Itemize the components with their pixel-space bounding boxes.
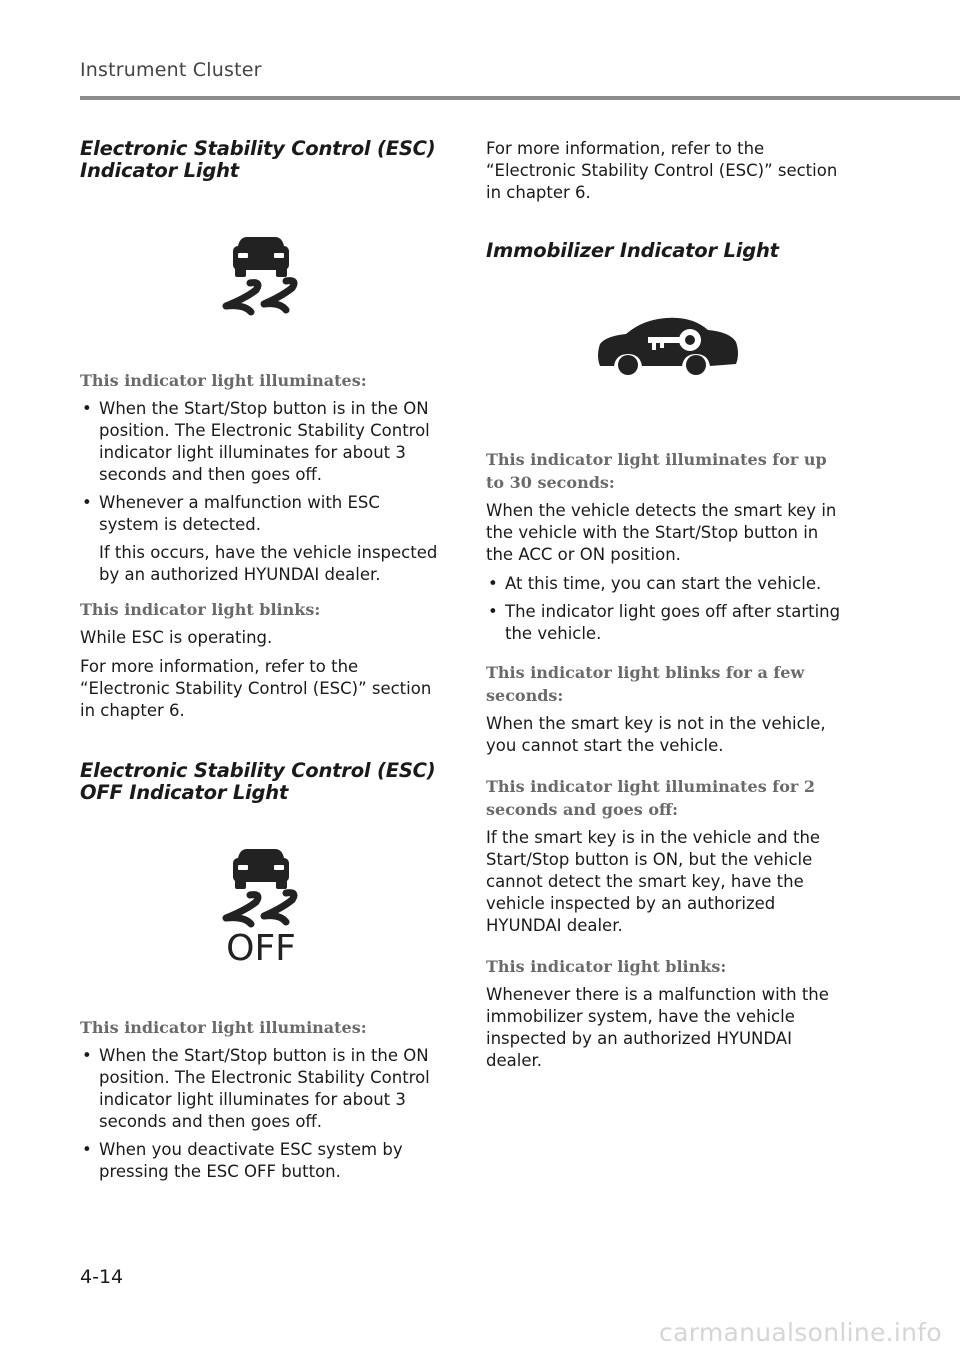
esc-title-line1: Electronic Stability Control (ESC)	[80, 137, 436, 160]
esc-off-icon-container	[80, 844, 442, 964]
esc-off-illuminates-list	[80, 1045, 442, 1183]
list-item: • When the Start/Stop button is in the ON position. The Electronic Stability Control indicator light illuminates for about 3 seconds and then goes off.	[80, 1045, 442, 1133]
esc-blinks-heading: This indicator light blinks:	[80, 600, 321, 619]
left-column	[80, 138, 442, 1189]
immobilizer-icon-container	[486, 314, 848, 384]
header-divider	[80, 96, 960, 100]
list-item	[80, 492, 442, 586]
esc-title-line2: Indicator Light	[80, 159, 239, 182]
list-item: • The indicator light goes off after starting the vehicle.	[486, 601, 848, 645]
immobilizer-text-3: If the smart key is in the vehicle and the Start/Stop button is ON, but the vehicle cannot detect the smart key, have the vehicle inspected by an authorized HYUNDAI dealer.	[486, 828, 821, 935]
esc-illuminates-note: If this occurs, have the vehicle inspected by an authorized HYUNDAI dealer.	[99, 543, 438, 584]
immobilizer-heading-4: This indicator light blinks:	[486, 957, 727, 976]
esc-more-info-continued: For more information, refer to the “Electronic Stability Control (ESC)” section in chapter 6.	[486, 139, 838, 202]
esc-skid-car-icon	[216, 232, 306, 317]
esc-section-title	[80, 138, 442, 182]
esc-off-section-title	[80, 760, 442, 804]
immobilizer-text-2: When the smart key is not in the vehicle, you cannot start the vehicle.	[486, 714, 826, 755]
right-column	[486, 138, 848, 1079]
esc-off-title-line2: OFF Indicator Light	[80, 781, 289, 804]
esc-off-icon	[216, 844, 306, 964]
immobilizer-heading-3: This indicator light illuminates for 2 seconds and goes off:	[486, 777, 815, 819]
esc-off-title-line1: Electronic Stability Control (ESC)	[80, 759, 436, 782]
list-item: • When you deactivate ESC system by pressing the ESC OFF button.	[80, 1139, 442, 1183]
list-item-text: Whenever a malfunction with ESC system is detected.	[99, 493, 380, 534]
esc-more-info: For more information, refer to the “Electronic Stability Control (ESC)” section in chapter 6.	[80, 657, 432, 720]
watermark: carmanualsonline.info	[659, 1318, 942, 1347]
esc-icon-container	[80, 232, 442, 317]
immobilizer-list-1	[486, 573, 848, 645]
esc-blinks-text: While ESC is operating.	[80, 628, 273, 647]
running-header: Instrument Cluster	[80, 59, 262, 81]
esc-illuminates-heading: This indicator light illuminates:	[80, 371, 367, 390]
page-number: 4-14	[80, 1266, 124, 1288]
esc-off-illuminates-heading: This indicator light illuminates:	[80, 1018, 367, 1037]
esc-off-icon-label: OFF	[226, 928, 296, 964]
immobilizer-heading-2: This indicator light blinks for a few seconds:	[486, 663, 805, 705]
immobilizer-heading-1: This indicator light illuminates for up to 30 seconds:	[486, 450, 827, 492]
immobilizer-section-title: Immobilizer Indicator Light	[486, 239, 779, 262]
esc-illuminates-list	[80, 398, 442, 586]
list-item: • At this time, you can start the vehicle.	[486, 573, 848, 595]
car-key-icon	[592, 314, 742, 376]
immobilizer-text-4: Whenever there is a malfunction with the immobilizer system, have the vehicle inspected by an authorized HYUNDAI dealer.	[486, 985, 829, 1070]
list-item: • When the Start/Stop button is in the ON position. The Electronic Stability Control indicator light illuminates for about 3 seconds and then goes off.	[80, 398, 442, 486]
immobilizer-text-1: When the vehicle detects the smart key in the vehicle with the Start/Stop button in the ACC or ON position.	[486, 501, 837, 564]
